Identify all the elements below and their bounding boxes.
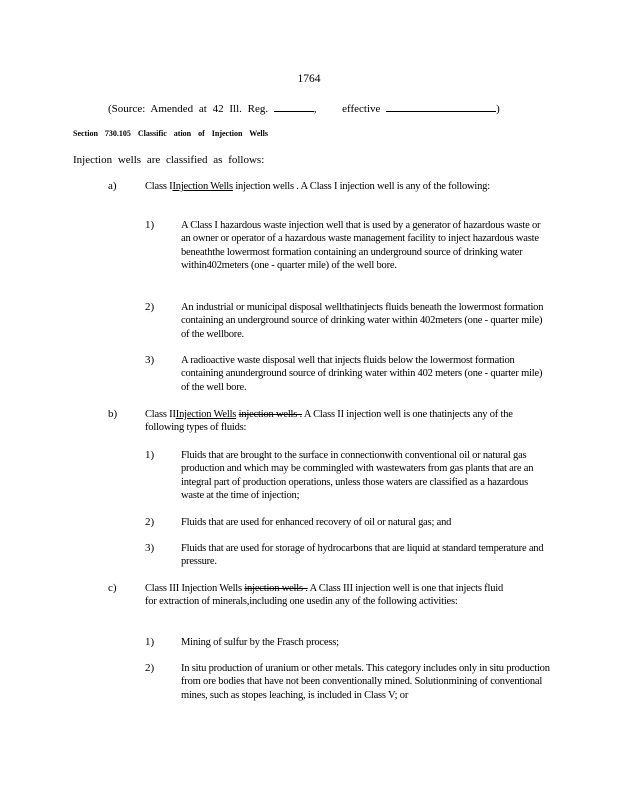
page-number: 1764 — [297, 73, 321, 85]
section-heading: Section 730.105 Classific ation of Injection Wells — [73, 129, 268, 138]
subsection-b-text — [145, 408, 545, 435]
class-label: Class I — [145, 181, 173, 192]
intro-text: Injection wells are classified as follows: — [73, 154, 265, 166]
list-item: Mining of sulfur by the Frasch process; — [181, 637, 339, 648]
subsection-body: A Class III injection well is one that injects fluid for extraction of minerals,including one usedin any of the following activities: — [145, 583, 504, 608]
class-label: Class II — [145, 409, 176, 420]
subsection-a-marker: a) — [108, 180, 117, 192]
list-item: Fluids that are used for enhanced recovery of oil or natural gas; and — [181, 517, 452, 528]
item-number: 2) — [145, 516, 155, 528]
inserted-heading: Injection Wells — [172, 181, 233, 192]
item-number: 2) — [145, 301, 155, 313]
item-number: 1) — [145, 219, 155, 231]
list-item: Fluids that are brought to the surface in connectionwith conventional oil or natural gas production and which may be commingled with wastewaters from gas plants that are an integral part of production operations, unless those waters are classified as a hazardous waste at the time of injection; — [181, 450, 534, 501]
subsection-body: A Class II injection well is one thatinjects any of the following types of fluids: — [145, 409, 513, 434]
source-note — [108, 101, 500, 115]
effective-label: effective — [342, 103, 381, 115]
item-number: 3) — [145, 542, 155, 554]
list-item: Fluids that are used for storage of hydrocarbons that are liquid at standard temperature and pressure. — [181, 543, 544, 568]
list-item: In situ production of uranium or other metals. This category includes only in situ production from ore bodies that have not been conventionally mined. Solutionmining of conventional mines, such as stopes leaching, is included in Class V; or — [181, 663, 550, 701]
inserted-heading: Injection Wells — [175, 409, 237, 420]
item-number: 2) — [145, 662, 155, 674]
deleted-text: injection wells . — [244, 583, 308, 594]
subsection-c-marker: c) — [108, 582, 117, 594]
reg-blank — [274, 101, 314, 112]
subsection-b-marker: b) — [108, 408, 118, 420]
deleted-text: injection wells . — [238, 409, 303, 420]
source-comma: , — [313, 103, 317, 115]
subsection-c-text — [145, 582, 515, 609]
item-number: 1) — [145, 449, 155, 461]
item-number: 1) — [145, 636, 155, 648]
subsection-a-text — [145, 180, 515, 193]
item-number: 3) — [145, 354, 155, 366]
list-item: A radioactive waste disposal well that injects fluids below the lowermost formation containing anunderground source of drinking water within 402 meters (one - quarter mile) of the well bore. — [181, 355, 543, 393]
class-label: Class III Injection Wells — [145, 583, 242, 594]
list-item: A Class I hazardous waste injection well that is used by a generator of hazardous waste or an owner or operator of a hazardous waste management facility to inject hazardous waste beneaththe lowermost formation containing an underground source of drinking water within402meters (one - quarter mile) of the well bore. — [181, 220, 541, 271]
list-item: An industrial or municipal disposal wellthatinjects fluids beneath the lowermost formation containing an underground source of drinking water within 402meters (one - quarter mile) of the wellbore. — [181, 302, 544, 340]
subsection-body: injection wells . A Class I injection well is any of the following: — [232, 181, 490, 192]
source-close: ) — [496, 103, 500, 115]
effective-blank — [386, 101, 496, 112]
source-prefix: (Source: Amended at 42 Ill. Reg. — [108, 103, 269, 115]
